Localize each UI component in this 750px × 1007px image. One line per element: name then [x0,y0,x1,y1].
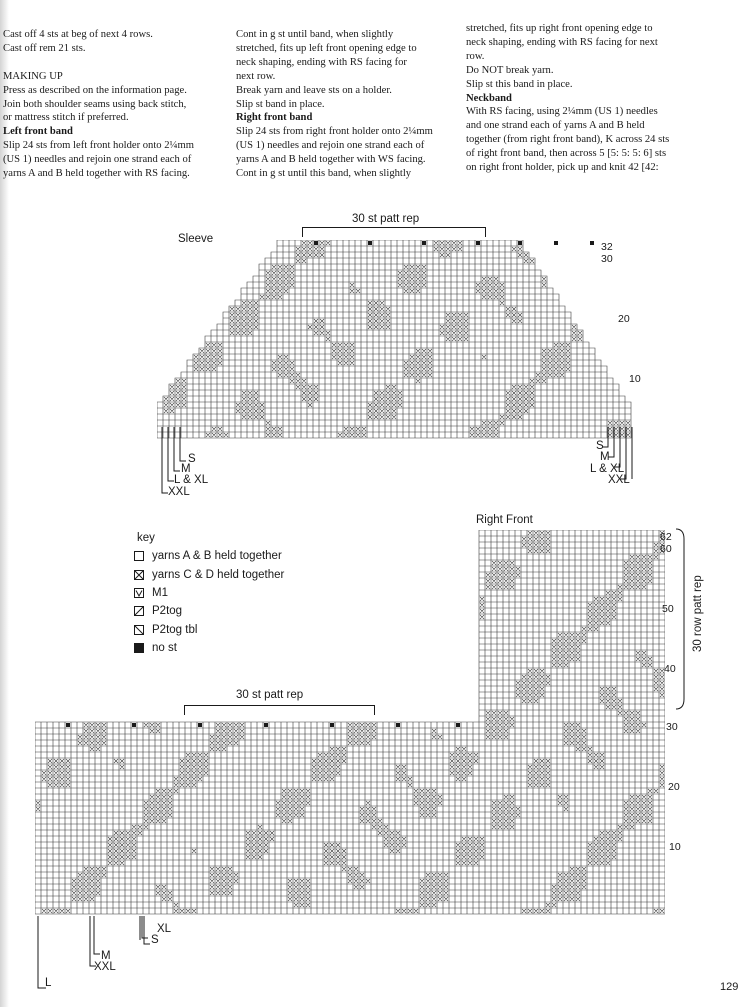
key-item-label: M1 [152,586,168,599]
text-line: Cont in g st until this band, when slightly [236,168,412,180]
text-line: or mattress stitch if preferred. [3,112,129,124]
right-front-repeat-tick-left [184,705,185,715]
text-line: and one strand each of yarns A and B held [466,120,645,132]
key-item-label: no st [152,642,177,655]
sleeve-size-label-left: M [181,463,191,475]
right-front-repeat-bracket [184,705,374,706]
sleeve-row-number: 32 [601,241,613,253]
text-line: Press as described on the information page. [3,84,187,96]
sleeve-size-label-left: S [188,453,196,465]
text-line: yarns A and B held together with WS facing. [236,154,426,166]
right-front-row-number: 62 [660,531,672,543]
key-title: key [137,532,155,544]
right-front-grid-cells [35,530,665,914]
sleeve-chart-title: Sleeve [178,233,214,245]
sleeve-size-label-right: S [596,440,604,452]
row-repeat-bracket [674,527,694,711]
text-line: Join both shoulder seams using back stitch, [3,98,187,110]
text-line: Slip 24 sts from right front holder onto 2¼mm [236,126,433,138]
sleeve-row-number: 10 [629,373,641,385]
sleeve-size-label-right: L & XL [590,463,625,475]
section-heading: Neckband [466,92,512,104]
right-front-repeat-label: 30 st patt rep [236,689,304,701]
text-line: of right front band, then across 5 [5: 5: 5: 6] sts [466,148,667,160]
right-front-row-number: 30 [666,721,678,733]
sleeve-grid-cells [157,240,631,438]
text-line: Cont in g st until band, when slightly [236,29,394,40]
sleeve-repeat-bracket [302,227,485,228]
right-front-row-number: 60 [660,543,672,555]
right-front-size-label: XL [157,923,172,935]
text-line: (US 1) needles and rejoin one strand each of [3,154,192,166]
key-item-label: P2tog [152,605,183,618]
row-repeat-label: 30 row patt rep [692,575,704,652]
text-line: MAKING UP [3,70,63,82]
right-front-chart-grid [35,530,665,917]
right-front-row-number: 50 [662,603,674,615]
key-item-label: P2tog tbl [152,623,198,636]
text-line: neck shaping, ending with RS facing for next [466,36,658,48]
text-line: neck shaping, ending with RS facing for [236,56,407,68]
text-line: together (from right front band), K across 24 sts [466,134,670,146]
text-line: next row. [236,70,276,82]
sleeve-chart-grid [157,240,635,443]
text-line: yarns A and B held together with RS facing. [3,168,190,180]
page-number: 129 [720,981,739,993]
sleeve-row-number: 20 [618,313,630,325]
right-front-size-label: XXL [94,961,116,973]
right-front-repeat-tick-right [374,705,375,715]
text-line: With RS facing, using 2¼mm (US 1) needles [466,106,658,118]
text-line: on right front holder, pick up and knit 42 [42: [466,162,659,174]
section-heading: Left front band [3,126,73,138]
text-column-1 [3,28,194,181]
text-line: (US 1) needles and rejoin one strand each of [236,140,425,152]
sleeve-row-number: 30 [601,253,613,265]
right-front-row-number: 40 [664,663,676,675]
sleeve-repeat-tick-left [302,227,303,237]
key-item-label: yarns C & D held together [152,568,285,581]
right-front-size-label: S [151,934,159,946]
text-line: Cast off rem 21 sts. [3,42,86,54]
text-line: Slip st this band in place. [466,78,573,90]
text-line: Slip st band in place. [236,98,325,110]
sleeve-size-label-right: M [600,451,610,463]
right-front-chart-title: Right Front [476,514,533,526]
text-line: Slip 24 sts from left front holder onto 2¼mm [3,140,194,152]
text-line: row. [466,50,485,62]
text-line: stretched, fits up left front opening edge to [236,42,417,54]
text-line: stretched, fits up right front opening edge to [466,23,653,34]
right-front-size-label: M [101,950,111,962]
sleeve-repeat-label: 30 st patt rep [352,213,420,225]
sleeve-size-label-left: XXL [168,486,190,498]
text-column-3 [466,22,669,175]
right-front-row-number: 10 [669,841,681,853]
right-front-row-number: 20 [668,781,680,793]
text-column-2 [236,28,433,181]
sleeve-size-label-right: XXL [608,474,630,486]
text-line: Cast off 4 sts at beg of next 4 rows. [3,29,153,40]
key-item-label: yarns A & B held together [152,550,282,563]
section-heading: Right front band [236,112,313,124]
text-line: Break yarn and leave sts on a holder. [236,84,392,96]
sleeve-repeat-tick-right [485,227,486,237]
sleeve-size-label-left: L & XL [174,474,209,486]
text-line: Do NOT break yarn. [466,64,554,76]
text-line [3,56,194,70]
right-front-size-label: L [45,977,52,989]
